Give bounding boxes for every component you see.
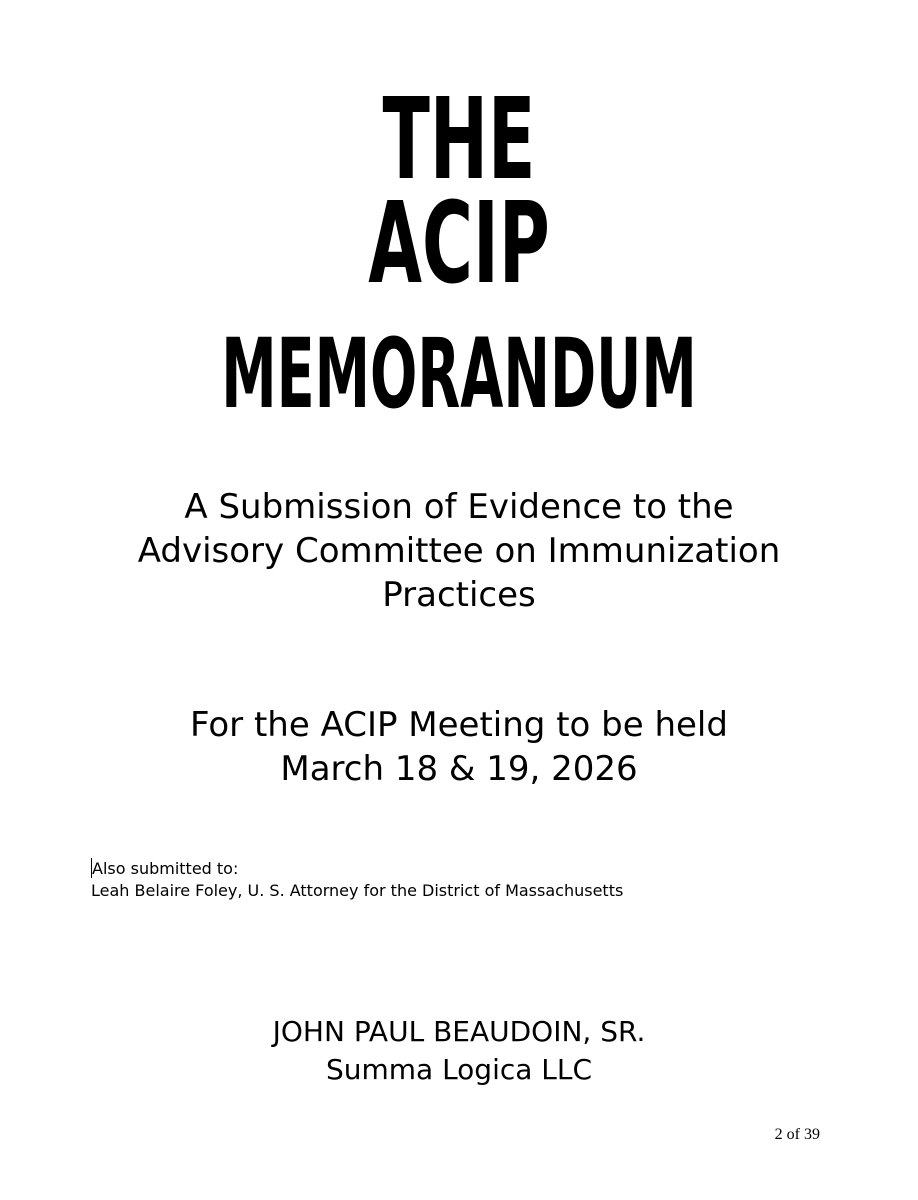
meeting-line-1: For the ACIP Meeting to be held	[190, 705, 728, 745]
author-organization: Summa Logica LLC	[325, 1053, 593, 1086]
also-submitted-block[interactable]	[91, 858, 623, 902]
also-submitted-recipient: Leah Belaire Foley, U. S. Attorney for the District of Massachusetts	[91, 881, 624, 900]
title-line-acip: ACIP	[368, 179, 550, 309]
subtitle	[80, 485, 838, 617]
page-number: 2 of 39	[774, 1126, 820, 1143]
author-block	[80, 1013, 838, 1089]
subtitle-line-1: A Submission of Evidence to the	[184, 487, 734, 527]
title-line-the: THE	[382, 75, 536, 205]
meeting-info	[80, 703, 838, 791]
subtitle-line-3: Practices	[382, 575, 536, 615]
subtitle-line-2: Advisory Committee on Immunization	[137, 531, 781, 571]
title-line-memorandum: MEMORANDUM	[221, 318, 697, 430]
author-name: JOHN PAUL BEAUDOIN, SR.	[272, 1015, 646, 1048]
meeting-date: March 18 & 19, 2026	[280, 749, 638, 789]
also-submitted-label: Also submitted to:	[92, 859, 239, 878]
